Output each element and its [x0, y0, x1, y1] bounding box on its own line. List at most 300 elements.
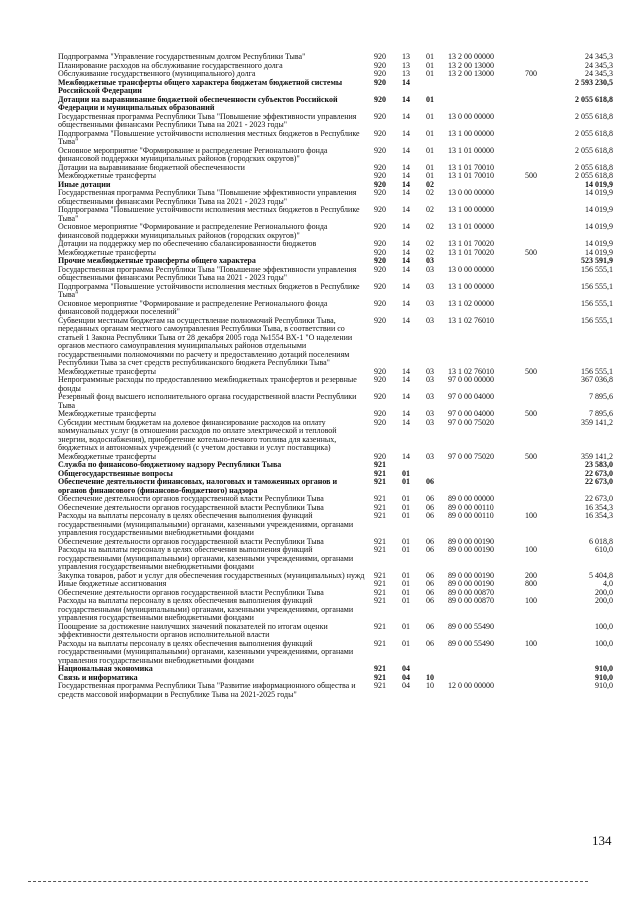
row-rz: 14 — [402, 239, 410, 248]
row-vr — [515, 300, 547, 317]
row-pr: 02 — [426, 222, 434, 231]
row-csr: 89 0 00 00190 — [448, 536, 494, 546]
row-sum: 2 055 618,8 — [575, 94, 613, 104]
row-sum: 22 673,0 — [585, 468, 613, 478]
row-pr — [418, 79, 442, 96]
row-sum: 22 673,0 — [585, 494, 613, 503]
row-pr: 10 — [426, 672, 434, 682]
row-sum: 24 345,3 — [585, 69, 613, 78]
row-vr: 100 — [525, 596, 537, 605]
row-rz: 14 — [402, 256, 410, 265]
row-name: Подпрограмма "Повышение устойчивости исполнения местных бюджетов в Республике Тыва" — [58, 281, 360, 299]
row-pr: 01 — [426, 162, 434, 172]
row-pr: 06 — [426, 638, 434, 648]
row-pr: 06 — [426, 494, 434, 503]
row-rz: 01 — [402, 468, 410, 478]
row-rz: 14 — [402, 281, 410, 291]
row-sum: 2 055 618,8 — [575, 128, 613, 138]
row-name: Планирование расходов на обслуживание государственного долга — [58, 60, 283, 70]
row-sum: 156 555,1 — [581, 264, 613, 274]
row-ved: 920 — [374, 366, 386, 376]
row-vr — [515, 317, 547, 368]
row-csr: 13 1 02 00000 — [448, 298, 494, 308]
row-sum: 910,0 — [595, 672, 613, 682]
row-ved: 920 — [374, 52, 386, 61]
row-name: Государственная программа Республики Тыва "Повышение эффективности управления общественными финансами Республики Тыва на 2021 - 2023 годы" — [58, 111, 357, 129]
row-vr — [515, 393, 547, 410]
budget-table — [58, 53, 613, 699]
row-rz: 14 — [402, 145, 410, 155]
row-csr — [442, 478, 515, 495]
row-ved: 920 — [374, 205, 386, 214]
row-sum: 156 555,1 — [581, 366, 613, 376]
row-csr: 13 1 00 00000 — [448, 128, 494, 138]
table-row — [58, 130, 613, 147]
row-vr — [515, 96, 547, 113]
row-vr — [515, 257, 547, 266]
row-vr: 500 — [525, 247, 537, 257]
row-name: Основное мероприятие "Формирование и распределение Регионального фонда финансовой поддержки муниципальных районов (городских округов)" — [58, 145, 328, 163]
row-pr: 01 — [426, 52, 434, 61]
row-pr: 06 — [426, 621, 434, 631]
row-csr — [442, 79, 515, 96]
table-row — [58, 172, 613, 181]
row-csr: 89 0 00 00870 — [448, 587, 494, 597]
row-sum: 24 345,3 — [585, 52, 613, 61]
row-rz: 04 — [402, 681, 410, 690]
row-vr — [515, 376, 547, 393]
row-sum: 14 019,9 — [585, 188, 613, 197]
row-sum: 610,0 — [595, 545, 613, 554]
row-rz: 14 — [402, 77, 410, 87]
table-row — [58, 317, 613, 368]
table-row — [58, 546, 613, 572]
table-row — [58, 393, 613, 410]
row-csr: 13 2 00 13000 — [448, 69, 494, 78]
row-name: Государственная программа Республики Тыва "Повышение эффективности управления общественными финансами Республики Тыва на 2021 - 2023 годы" — [58, 264, 357, 282]
table-row — [58, 96, 613, 113]
row-csr: 13 2 00 00000 — [448, 52, 494, 61]
row-csr: 97 0 00 04000 — [448, 392, 494, 401]
row-name: Обеспечение деятельности органов государственной власти Республики Тыва — [58, 502, 324, 512]
row-name: Субвенции местным бюджетам на осуществление полномочий Республики Тыва, переданных органам местного самоуправления Республики Тыва, в соответствии со статьей 1 Закона Республики Тыва от 28 декабря 2005 года №1554 ВХ-1 "О наделении органов местного самоуправления муниципальных районов отдельными государственными полномочиями по расчету и предоставлению дотаций поселениям Республики Тыва за счет средств республиканского бюджета Республики Тыва" — [58, 315, 353, 367]
row-pr: 10 — [426, 681, 434, 690]
row-rz: 13 — [402, 69, 410, 78]
row-csr: 89 0 00 00000 — [448, 494, 494, 503]
table-row — [58, 376, 613, 393]
row-sum: 367 036,8 — [581, 375, 613, 384]
table-row — [58, 682, 613, 699]
row-name: Связь и информатика — [58, 672, 138, 682]
row-rz: 01 — [402, 494, 410, 503]
row-name: Подпрограмма "Повышение устойчивости исполнения местных бюджетов в Республике Тыва" — [58, 205, 360, 223]
row-pr: 06 — [426, 596, 434, 605]
row-rz: 14 — [402, 188, 410, 197]
row-pr: 01 — [426, 145, 434, 155]
table-row — [58, 266, 613, 283]
row-sum: 23 583,0 — [585, 460, 613, 469]
row-sum: 14 019,9 — [585, 247, 613, 257]
row-csr: 97 0 00 75020 — [448, 451, 494, 461]
row-csr: 97 0 00 00000 — [448, 375, 494, 384]
row-ved: 921 — [374, 672, 386, 682]
row-sum: 200,0 — [595, 587, 613, 597]
row-ved: 920 — [374, 247, 386, 257]
row-pr: 03 — [426, 392, 434, 401]
row-csr: 13 1 02 76010 — [448, 366, 494, 376]
row-vr: 800 — [525, 579, 537, 588]
row-vr — [515, 189, 547, 206]
row-ved: 921 — [374, 621, 386, 631]
row-pr: 02 — [426, 188, 434, 197]
row-pr: 01 — [426, 94, 434, 104]
row-pr: 02 — [426, 239, 434, 248]
row-name: Подпрограмма "Повышение устойчивости исполнения местных бюджетов в Республике Тыва" — [58, 128, 360, 146]
footer-divider — [28, 881, 588, 883]
row-vr — [515, 181, 547, 190]
row-sum: 359 141,2 — [581, 451, 613, 461]
row-vr — [515, 53, 547, 62]
row-name: Дотации на выравнивание бюджетной обеспеченности субъектов Российской Федерации и муниципальных образований — [58, 94, 338, 112]
row-vr — [515, 682, 547, 699]
row-csr: 13 1 02 76010 — [448, 315, 494, 325]
row-rz: 01 — [402, 596, 410, 605]
row-vr — [515, 130, 547, 147]
budget-table-body — [58, 53, 613, 699]
row-sum: 14 019,9 — [585, 205, 613, 214]
row-ved: 921 — [374, 536, 386, 546]
row-ved: 921 — [374, 579, 386, 588]
row-csr — [442, 665, 515, 674]
row-vr — [515, 419, 547, 453]
row-vr: 100 — [525, 511, 537, 520]
row-vr — [515, 461, 547, 470]
row-csr: 97 0 00 04000 — [448, 409, 494, 418]
row-sum: 910,0 — [595, 681, 613, 690]
row-csr: 13 0 00 00000 — [448, 111, 494, 121]
row-ved: 921 — [374, 570, 386, 580]
table-row — [58, 79, 613, 96]
row-name: Служба по финансово-бюджетному надзору Республики Тыва — [58, 460, 282, 469]
row-ved: 920 — [374, 179, 386, 189]
row-name: Расходы на выплаты персоналу в целях обеспечения выполнения функций государственными (муниципальными) органами, казенными учреждениями, органами управления государственными внебюджетными фондами — [58, 545, 354, 571]
row-ved: 920 — [374, 417, 386, 427]
row-name: Обеспечение деятельности органов государственной власти Республики Тыва — [58, 536, 324, 546]
row-name: Прочие межбюджетные трансферты общего характера — [58, 256, 256, 265]
row-name: Межбюджетные трансферты — [58, 171, 156, 180]
row-vr — [515, 147, 547, 164]
row-csr: 89 0 00 55490 — [448, 621, 494, 631]
row-csr: 13 0 00 00000 — [448, 264, 494, 274]
row-ved: 921 — [374, 638, 386, 648]
row-pr: 06 — [426, 511, 434, 520]
row-name: Расходы на выплаты персоналу в целях обеспечения выполнения функций государственными (муниципальными) органами, казенными учреждениями, органами управления государственными внебюджетными фондами — [58, 596, 354, 622]
row-name: Межбюджетные трансферты — [58, 247, 156, 257]
row-sum: 100,0 — [595, 621, 613, 631]
row-pr: 03 — [426, 256, 434, 265]
row-name: Закупка товаров, работ и услуг для обеспечения государственных (муниципальных) нужд — [58, 570, 365, 580]
row-name: Межбюджетные трансферты — [58, 366, 156, 376]
row-pr: 01 — [426, 128, 434, 138]
table-row — [58, 113, 613, 130]
row-csr: 89 0 00 00190 — [448, 570, 494, 580]
row-vr — [515, 266, 547, 283]
row-name: Субсидии местным бюджетам на долевое финансирование расходов на оплату коммунальных услуг (в отношении расходов по оплате электрической и тепловой энергии, водоснабжения), приобретение котельно-печного топлива для казенных, бюджетных и автономных учреждений (с учетом доставки и услуг поставщика) — [58, 417, 337, 452]
row-sum: 910,0 — [595, 664, 613, 673]
row-pr: 01 — [426, 60, 434, 70]
row-ved: 920 — [374, 94, 386, 104]
row-rz: 01 — [402, 511, 410, 520]
row-pr: 01 — [426, 171, 434, 180]
table-row — [58, 478, 613, 495]
row-csr: 89 0 00 00110 — [448, 502, 494, 512]
row-pr: 02 — [426, 205, 434, 214]
row-vr — [515, 674, 547, 683]
row-name: Подпрограмма "Управление государственным долгом Республики Тыва" — [58, 52, 306, 61]
row-ved: 920 — [374, 60, 386, 70]
row-vr — [515, 79, 547, 96]
row-name: Дотации на поддержку мер по обеспечению сбалансированности бюджетов — [58, 239, 317, 248]
row-csr — [442, 96, 515, 113]
row-sum: 7 895,6 — [589, 409, 613, 418]
row-ved: 921 — [374, 460, 386, 469]
row-vr: 100 — [525, 638, 537, 648]
row-rz: 14 — [402, 366, 410, 376]
row-rz: 14 — [402, 264, 410, 274]
row-vr — [515, 623, 547, 640]
row-rz: 14 — [402, 392, 410, 401]
row-ved: 920 — [374, 281, 386, 291]
row-vr: 500 — [525, 409, 537, 418]
row-ved: 920 — [374, 69, 386, 78]
row-ved: 920 — [374, 222, 386, 231]
row-name: Иные бюджетные ассигнования — [58, 579, 167, 588]
row-ved: 920 — [374, 111, 386, 121]
row-name: Обеспечение деятельности органов государственной власти Республики Тыва — [58, 494, 324, 503]
row-csr: 13 1 01 70020 — [448, 247, 494, 257]
row-sum: 14 019,9 — [585, 222, 613, 231]
row-csr: 13 1 00 00000 — [448, 281, 494, 291]
row-sum: 523 591,9 — [581, 256, 613, 265]
row-sum: 100,0 — [595, 638, 613, 648]
row-vr — [515, 478, 547, 495]
row-pr: 03 — [426, 281, 434, 291]
row-pr: 02 — [426, 179, 434, 189]
row-sum: 7 895,6 — [589, 392, 613, 401]
row-pr: 02 — [426, 247, 434, 257]
table-row — [58, 189, 613, 206]
row-ved: 920 — [374, 409, 386, 418]
row-pr: 03 — [426, 375, 434, 384]
row-rz: 14 — [402, 298, 410, 308]
row-vr — [515, 470, 547, 479]
row-sum: 4,0 — [603, 579, 613, 588]
row-sum: 22 673,0 — [585, 477, 613, 486]
table-row — [58, 206, 613, 223]
row-name: Поощрение за достижение наилучших значений показателей по итогам оценки эффективности деятельности органов исполнительной власти — [58, 621, 328, 639]
row-vr: 100 — [525, 545, 537, 554]
row-vr: 700 — [525, 69, 537, 78]
row-name: Общегосударственные вопросы — [58, 468, 173, 478]
row-name: Обеспечение деятельности органов государственной власти Республики Тыва — [58, 587, 324, 597]
row-name: Обслуживание государственного (муниципального) долга — [58, 69, 256, 78]
row-csr: 13 1 01 70010 — [448, 162, 494, 172]
row-name: Межбюджетные трансферты общего характера бюджетам бюджетной системы Российской Федерации — [58, 77, 343, 95]
row-ved: 920 — [374, 375, 386, 384]
row-pr: 06 — [426, 545, 434, 554]
row-rz: 01 — [402, 638, 410, 648]
row-sum: 200,0 — [595, 596, 613, 605]
row-sum: 14 019,9 — [585, 239, 613, 248]
row-name: Резервный фонд высшего исполнительного органа государственной власти Республики Тыва — [58, 392, 357, 410]
row-name: Иные дотации — [58, 179, 111, 189]
page-number: 134 — [592, 833, 612, 848]
row-vr — [515, 206, 547, 223]
row-pr: 06 — [426, 536, 434, 546]
row-vr — [515, 113, 547, 130]
row-sum: 2 055 618,8 — [575, 111, 613, 121]
row-name: Межбюджетные трансферты — [58, 409, 156, 418]
row-rz: 14 — [402, 222, 410, 231]
table-row — [58, 640, 613, 666]
row-rz: 14 — [402, 315, 410, 325]
row-csr — [442, 470, 515, 479]
row-ved: 921 — [374, 545, 386, 554]
row-ved: 920 — [374, 315, 386, 325]
row-rz: 14 — [402, 247, 410, 257]
row-name: Непрограммные расходы по предоставлению межбюджетных трансфертов и резервные фонды — [58, 375, 357, 393]
row-rz: 01 — [402, 621, 410, 631]
row-rz: 13 — [402, 60, 410, 70]
row-ved: 921 — [374, 587, 386, 597]
row-vr — [515, 495, 547, 504]
table-row — [58, 419, 613, 453]
row-ved: 921 — [374, 596, 386, 605]
row-rz: 01 — [402, 545, 410, 554]
row-ved: 920 — [374, 162, 386, 172]
row-sum: 2 055 618,8 — [575, 145, 613, 155]
row-sum: 2 055 618,8 — [575, 171, 613, 180]
row-rz: 14 — [402, 128, 410, 138]
row-ved: 920 — [374, 392, 386, 401]
row-rz: 01 — [402, 536, 410, 546]
row-pr: 06 — [426, 570, 434, 580]
row-ved: 920 — [374, 145, 386, 155]
row-rz: 01 — [402, 502, 410, 512]
row-rz: 14 — [402, 162, 410, 172]
row-pr: 06 — [426, 587, 434, 597]
row-rz: 14 — [402, 409, 410, 418]
row-csr: 89 0 00 00110 — [448, 511, 494, 520]
row-name: Государственная программа Республики Тыва "Повышение эффективности управления общественными финансами Республики Тыва на 2021 - 2023 годы" — [58, 188, 357, 206]
row-csr — [442, 461, 515, 470]
table-row — [58, 665, 613, 674]
row-vr: 500 — [525, 366, 537, 376]
row-vr — [515, 223, 547, 240]
table-row — [58, 300, 613, 317]
row-pr: 03 — [426, 409, 434, 418]
row-rz: 14 — [402, 171, 410, 180]
row-vr: 500 — [525, 171, 537, 180]
row-ved: 920 — [374, 239, 386, 248]
row-name: Основное мероприятие "Формирование и распределение Регионального фонда финансовой поддержки поселений" — [58, 298, 328, 316]
row-csr: 89 0 00 00190 — [448, 545, 494, 554]
row-rz: 01 — [402, 570, 410, 580]
row-csr: 89 0 00 55490 — [448, 638, 494, 648]
row-sum: 359 141,2 — [581, 417, 613, 427]
row-rz: 04 — [402, 672, 410, 682]
row-pr: 01 — [426, 111, 434, 121]
row-rz: 01 — [402, 579, 410, 588]
table-row — [58, 283, 613, 300]
row-pr: 03 — [426, 451, 434, 461]
row-name: Государственная программа Республики Тыва "Развитие информационного общества и средств массовой информации в Республике Тыва на 2021-2025 годы" — [58, 681, 356, 699]
row-rz: 14 — [402, 375, 410, 384]
row-csr: 13 1 01 00000 — [448, 145, 494, 155]
row-csr: 13 1 00 00000 — [448, 205, 494, 214]
row-rz: 14 — [402, 451, 410, 461]
row-ved: 921 — [374, 468, 386, 478]
row-sum: 156 555,1 — [581, 298, 613, 308]
row-name: Межбюджетные трансферты — [58, 451, 156, 461]
row-ved: 920 — [374, 188, 386, 197]
row-pr: 03 — [426, 366, 434, 376]
table-row — [58, 597, 613, 623]
row-name: Расходы на выплаты персоналу в целях обеспечения выполнения функций государственными (муниципальными) органами, казенными учреждениями, органами управления государственными внебюджетными фондами — [58, 638, 354, 665]
row-sum: 2 055 618,8 — [575, 162, 613, 172]
row-vr — [515, 665, 547, 674]
row-vr: 200 — [525, 570, 537, 580]
table-row — [58, 223, 613, 240]
row-pr: 01 — [426, 69, 434, 78]
row-ved: 920 — [374, 451, 386, 461]
row-pr: 03 — [426, 298, 434, 308]
row-csr: 13 1 01 70010 — [448, 171, 494, 180]
row-sum: 5 404,8 — [589, 570, 613, 580]
row-rz: 14 — [402, 179, 410, 189]
row-sum: 156 555,1 — [581, 281, 613, 291]
row-sum: 156 555,1 — [581, 315, 613, 325]
row-sum: 6 018,8 — [589, 536, 613, 546]
row-rz: 13 — [402, 52, 410, 61]
row-sum: 2 593 230,5 — [575, 77, 613, 87]
budget-table-page — [58, 53, 618, 699]
row-ved: 920 — [374, 128, 386, 138]
row-rz: 14 — [402, 94, 410, 104]
row-pr: 03 — [426, 417, 434, 427]
row-rz: 14 — [402, 111, 410, 121]
row-ved: 920 — [374, 256, 386, 265]
row-pr: 06 — [426, 502, 434, 512]
row-name: Национальная экономика — [58, 664, 153, 673]
row-ved: 921 — [374, 664, 386, 673]
row-sum: 14 019,9 — [585, 179, 613, 189]
row-ved: 921 — [374, 477, 386, 486]
table-row — [58, 623, 613, 640]
row-csr: 89 0 00 00870 — [448, 596, 494, 605]
row-ved: 920 — [374, 171, 386, 180]
row-sum: 24 345,3 — [585, 60, 613, 70]
row-ved: 921 — [374, 502, 386, 512]
table-row — [58, 147, 613, 164]
row-rz: 14 — [402, 417, 410, 427]
row-ved: 920 — [374, 77, 386, 87]
row-csr: 12 0 00 00000 — [448, 681, 494, 690]
row-csr: 13 2 00 13000 — [448, 60, 494, 70]
row-sum: 16 354,3 — [585, 511, 613, 520]
row-pr: 06 — [426, 579, 434, 588]
row-pr: 03 — [426, 315, 434, 325]
